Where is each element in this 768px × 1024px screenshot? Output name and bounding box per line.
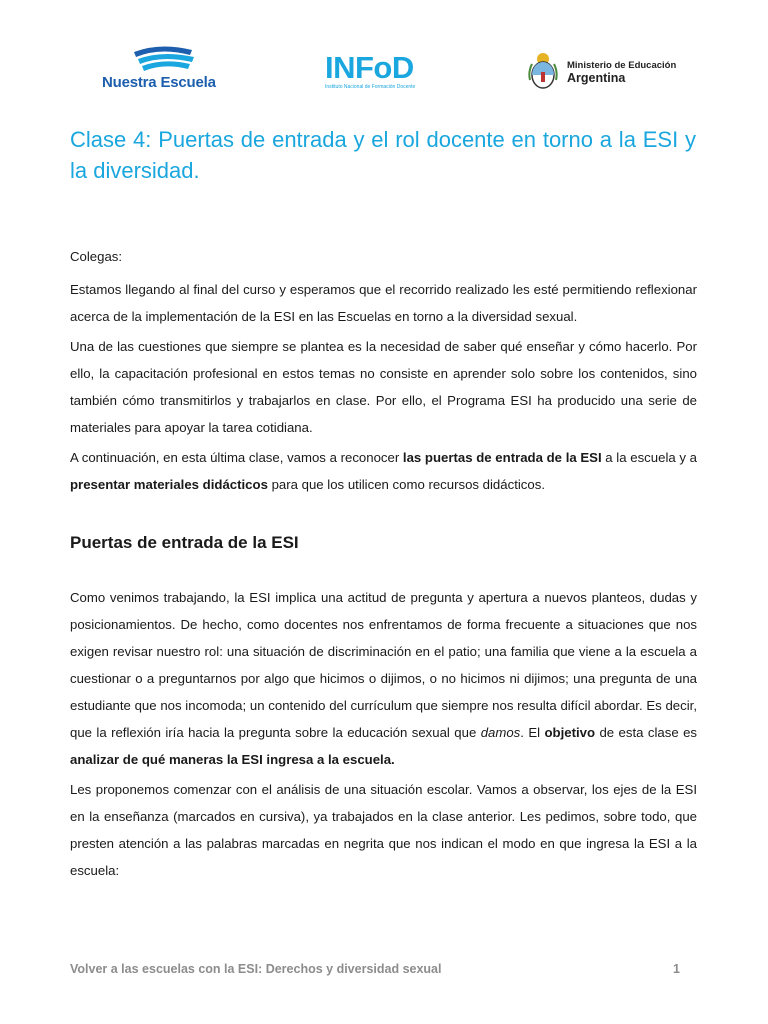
section-paragraph-2: Les proponemos comenzar con el análisis de una situación escolar. Vamos a observar, los ejes de la ESI en la enseñanza (marcados en cursiva), ya trabajados en la clase anterior. Les pedimos, sobre todo, que presten atención a las palabras marcadas en negrita que nos indican el modo en que ingresa la ESI a la escuela: (70, 782, 697, 878)
document-body (70, 243, 697, 884)
section-heading: Puertas de entrada de la ESI (70, 533, 299, 552)
infod-title: INFoD (325, 50, 414, 85)
greeting: Colegas: (70, 249, 123, 264)
ministerio-logo (528, 50, 698, 94)
nuestra-escuela-wordmark: Nuestra Escuela (102, 74, 216, 91)
intro-paragraph-1: Estamos llegando al final del curso y esperamos que el recorrido realizado les esté permitiendo reflexionar acerca de la implementación de la ESI en las Escuelas en torno a la diversidad sexual. (70, 282, 697, 324)
ministerio-line1: Ministerio de Educación (567, 60, 677, 71)
coat-of-arms-icon (528, 50, 558, 92)
page-header (0, 0, 768, 110)
page-footer (70, 962, 680, 976)
intro-paragraph-3: A continuación, en esta última clase, vamos a reconocer las puertas de entrada de la ESI a la escuela y a presentar materiales didácticos para que los utilicen como recursos didácticos. (70, 450, 697, 492)
section-paragraph-1: Como venimos trabajando, la ESI implica una actitud de pregunta y apertura a nuevos planteos, dudas y posicionamientos. De hecho, como docentes nos enfrentamos de forma frecuente a situaciones que nos exigen revisar nuestro rol: una situación de discriminación en el patio; una familia que viene a la escuela a cuestionar o a preguntarnos por algo que hicimos o dijimos, o no hicimos ni dijimos; una pregunta de una estudiante que nos incomoda; un contenido del currículum que siempre nos resulta difícil abordar. Es decir, que la reflexión iría hacia la pregunta sobre la educación sexual que damos. El objetivo de esta clase es analizar de qué maneras la ESI ingresa a la escuela. (70, 590, 698, 767)
nuestra-escuela-waves-icon (130, 44, 200, 72)
nuestra-escuela-logo (102, 44, 232, 96)
footer-text: Volver a las escuelas con la ESI: Derechos y diversidad sexual (70, 962, 442, 976)
page-number: 1 (673, 962, 680, 976)
intro-paragraph-2: Una de las cuestiones que siempre se plantea es la necesidad de saber qué enseñar y cómo hacerlo. Por ello, la capacitación profesional en estos temas no consiste en aprender solo sobre los contenidos, sino también cómo transmitirlos y trabajarlos en clase. Por ello, el Programa ESI ha producido una serie de materiales para apoyar la tarea cotidiana. (70, 339, 697, 435)
page-title: Clase 4: Puertas de entrada y el rol docente en torno a la ESI y la diversidad. (70, 127, 696, 183)
ministerio-line2: Argentina (567, 71, 626, 85)
infod-subtitle: Instituto Nacional de Formación Docente (325, 84, 416, 90)
infod-logo (325, 52, 435, 96)
